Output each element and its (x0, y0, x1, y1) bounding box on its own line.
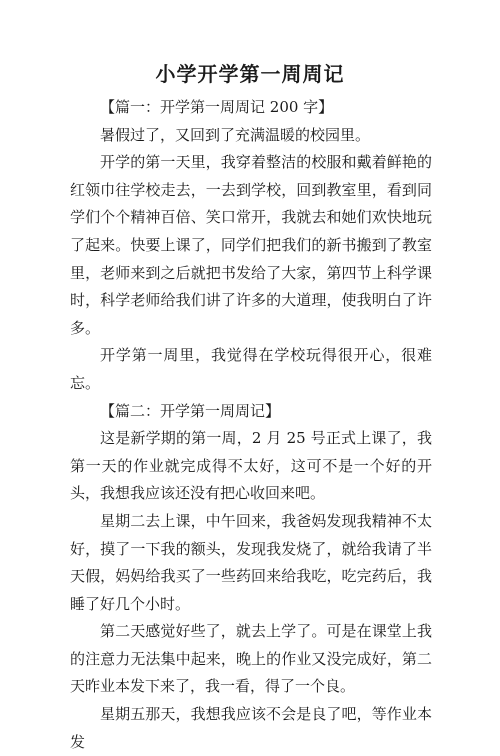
paragraph: 第二天感觉好些了，就去上学了。可是在课堂上我的注意力无法集中起来，晚上的作业又没完成好，第二天昨业本发下来了，我一看，得了一个良。 (70, 622, 432, 696)
paragraph: 这是新学期的第一周，2 月 25 号正式上课了，我第一天的作业就完成得不太好，这可不是一个好的开头，我想我应该还没有把心收回来吧。 (70, 429, 432, 503)
paragraph: 开学第一周里，我觉得在学校玩得很开心，很难忘。 (70, 346, 432, 392)
section-heading-2: 【篇二：开学第一周周记】 (100, 401, 281, 420)
section-heading-1: 【篇一：开学第一周周记 200 字】 (100, 98, 334, 116)
document-body (70, 94, 432, 756)
paragraph: 星期五那天，我想我应该不会是良了吧，等作业本发 (70, 705, 432, 751)
paragraph: 暑假过了，又回到了充满温暖的校园里。 (100, 125, 371, 144)
paragraph: 开学的第一天里，我穿着整洁的校服和戴着鲜艳的红领巾往学校走去，一去到学校，回到教室里，看到同学们个个精神百倍、笑口常开，我就去和她们欢快地玩了起来。快要上课了，同学们把我们的新书搬到了教室里，老师来到之后就把书发给了大家，第四节上科学课时，科学老师给我们讲了许多的大道理，使我明白了许多。 (70, 153, 432, 337)
page-title: 小学开学第一周周记 (155, 62, 345, 86)
paragraph: 星期二去上课，中午回来，我爸妈发现我精神不太好，摸了一下我的额头，发现我发烧了，就给我请了半天假，妈妈给我买了一些药回来给我吃，吃完药后，我睡了好几个小时。 (70, 511, 432, 613)
